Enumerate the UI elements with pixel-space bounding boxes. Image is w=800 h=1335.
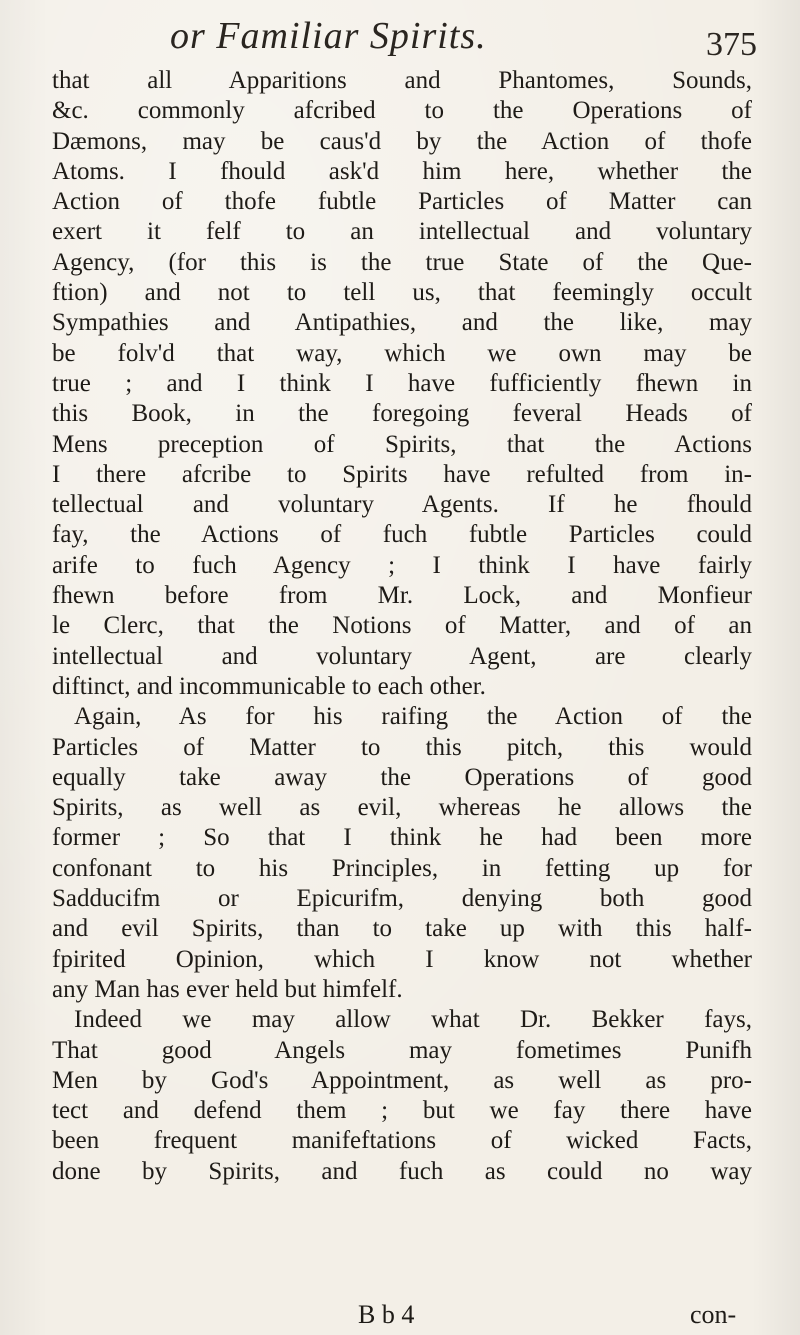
- text-line: le Clerc, that the Notions of Matter, and of an: [52, 612, 752, 640]
- text-line: Spirits, as well as evil, whereas he allows the: [52, 794, 752, 822]
- text-line: diftinct, and incommunicable to each other.: [52, 672, 486, 700]
- text-line: fhewn before from Mr. Lock, and Monfieur: [52, 582, 752, 610]
- text-line: been frequent manifeftations of wicked Facts,: [52, 1127, 752, 1155]
- catchword: con-: [690, 1300, 737, 1329]
- text-line: intellectual and voluntary Agent, are clearly: [52, 642, 752, 670]
- text-line: Again, As for his raifing the Action of the: [74, 703, 752, 731]
- page-footer: [0, 1300, 800, 1332]
- text-line: Atoms. I fhould ask'd him here, whether the: [52, 157, 752, 185]
- text-line: any Man has ever held but himfelf.: [52, 975, 403, 1003]
- body-text: [52, 66, 752, 1187]
- text-line: fay, the Actions of fuch fubtle Particles could: [52, 521, 752, 549]
- text-line: Agency, (for this is the true State of the Que-: [52, 248, 752, 276]
- text-line: Indeed we may allow what Dr. Bekker fays,: [74, 1006, 752, 1034]
- text-line: true ; and I think I have fufficiently fhewn in: [52, 369, 752, 397]
- text-line: be folv'd that way, which we own may be: [52, 339, 752, 367]
- text-line: former ; So that I think he had been more: [52, 824, 752, 852]
- text-line: fpirited Opinion, which I know not whether: [52, 945, 752, 973]
- text-line: ftion) and not to tell us, that feemingly occult: [52, 279, 752, 307]
- text-line: confonant to his Principles, in fetting up for: [52, 854, 752, 882]
- running-title: or Familiar Spirits.: [170, 15, 487, 57]
- text-line: and evil Spirits, than to take up with this half-: [52, 915, 752, 943]
- running-head: [0, 12, 800, 62]
- text-line: this Book, in the foregoing feveral Heads of: [52, 400, 752, 428]
- text-line: equally take away the Operations of good: [52, 763, 752, 791]
- text-line: tellectual and voluntary Agents. If he fhould: [52, 491, 752, 519]
- text-line: Sympathies and Antipathies, and the like, may: [52, 309, 752, 337]
- text-line: Mens preception of Spirits, that the Actions: [52, 430, 752, 458]
- signature-mark: B b 4: [358, 1300, 415, 1329]
- text-line: exert it felf to an intellectual and voluntary: [52, 218, 752, 246]
- text-line: Men by God's Appointment, as well as pro-: [52, 1066, 752, 1094]
- page-number: 375: [706, 26, 757, 63]
- text-line: arife to fuch Agency ; I think I have fairly: [52, 551, 752, 579]
- text-line: Particles of Matter to this pitch, this would: [52, 733, 752, 761]
- text-line: Dæmons, may be caus'd by the Action of thofe: [52, 127, 752, 155]
- text-line: I there afcribe to Spirits have refulted from in-: [52, 460, 752, 488]
- text-line: Sadducifm or Epicurifm, denying both good: [52, 885, 752, 913]
- text-line: done by Spirits, and fuch as could no way: [52, 1157, 752, 1185]
- text-line: That good Angels may fometimes Punifh: [52, 1036, 752, 1064]
- text-line: that all Apparitions and Phantomes, Sounds,: [52, 67, 752, 94]
- text-line: Action of thofe fubtle Particles of Matter can: [52, 188, 752, 216]
- text-line: &c. commonly afcribed to the Operations of: [52, 97, 752, 125]
- text-line: tect and defend them ; but we fay there have: [52, 1097, 752, 1125]
